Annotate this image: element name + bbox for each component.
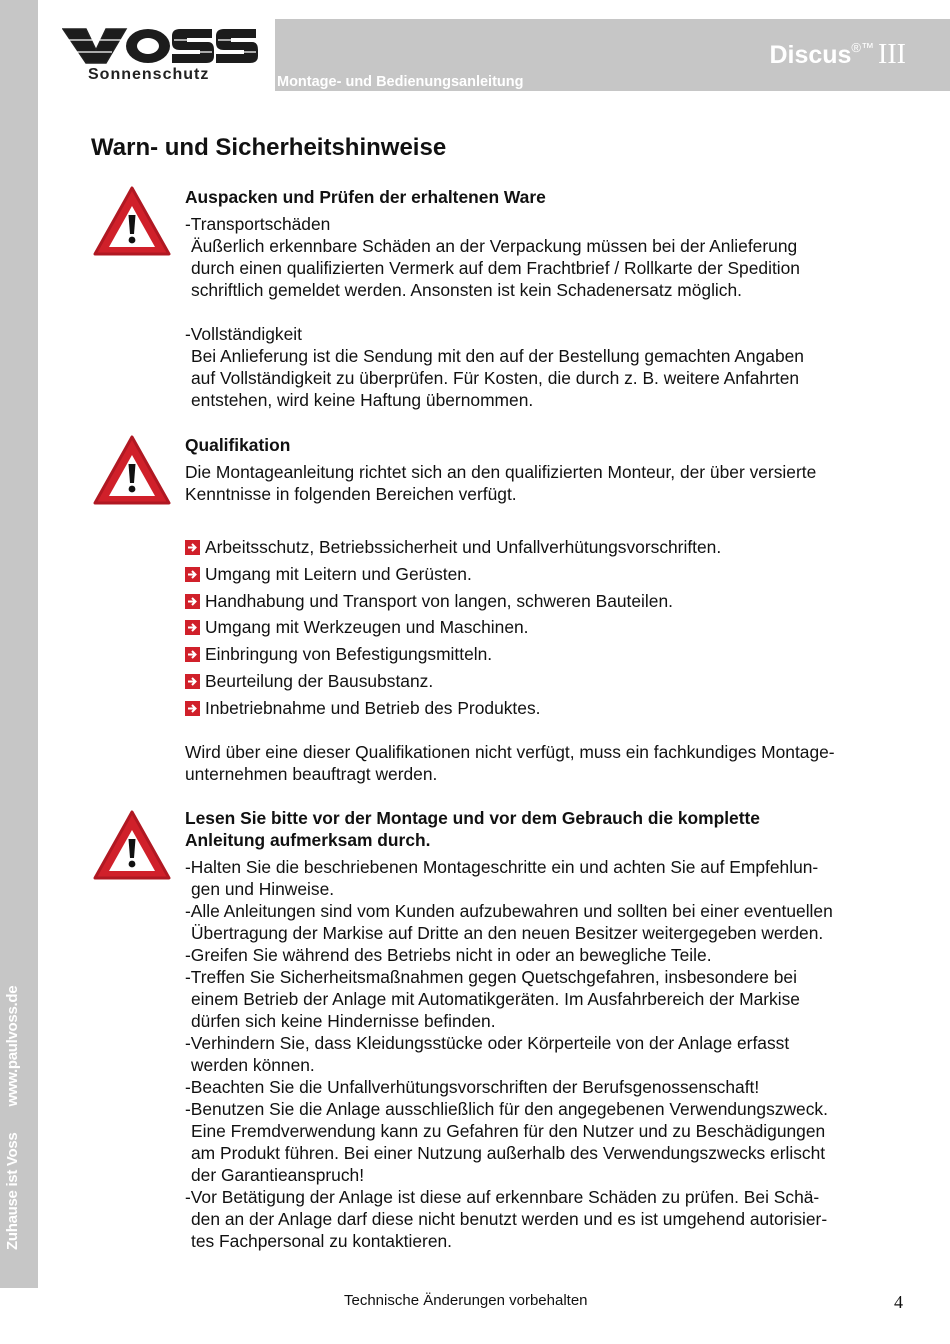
item-title: -Transportschäden bbox=[185, 214, 331, 234]
text-line: -Verhindern Sie, dass Kleidungsstücke oder Körperteile von der Anlage erfasst bbox=[185, 1033, 790, 1053]
list-item bbox=[185, 616, 915, 643]
section-heading-line: Anleitung aufmerksam durch. bbox=[185, 830, 431, 850]
list-item bbox=[185, 536, 915, 563]
text-line: -Alle Anleitungen sind vom Kunden aufzubewahren und sollten bei einer eventuellen bbox=[185, 901, 833, 921]
text-line: Wird über eine dieser Qualifikationen nicht verfügt, muss ein fachkundiges Montage- bbox=[185, 742, 835, 762]
logo-wordmark bbox=[62, 26, 258, 66]
section-heading-line: Lesen Sie bitte vor der Montage und vor dem Gebrauch die komplette bbox=[185, 808, 760, 828]
section-heading: Qualifikation bbox=[185, 435, 291, 455]
text-line: -Greifen Sie während des Betriebs nicht in oder an bewegliche Teile. bbox=[185, 945, 712, 965]
list-item-text: Umgang mit Leitern und Gerüsten. bbox=[205, 563, 472, 584]
list-item bbox=[185, 563, 915, 590]
list-item bbox=[185, 590, 915, 617]
text-line: -Halten Sie die beschriebenen Montageschritte ein und achten Sie auf Empfehlun- bbox=[185, 857, 819, 877]
text-line: -Vor Betätigung der Anlage ist diese auf erkennbare Schäden zu prüfen. Bei Schä- bbox=[185, 1187, 820, 1207]
list-item-text: Einbringung von Befestigungsmitteln. bbox=[205, 644, 493, 665]
page-number: 4 bbox=[894, 1292, 903, 1312]
logo-word-text: VOSS bbox=[62, 26, 65, 27]
header-bar bbox=[275, 19, 950, 91]
list-item bbox=[185, 697, 915, 724]
text-line: unternehmen beauftragt werden. bbox=[185, 764, 438, 784]
warning-triangle-icon bbox=[92, 184, 172, 258]
voss-logo bbox=[60, 26, 260, 86]
text-line: tes Fachpersonal zu kontaktieren. bbox=[191, 1231, 453, 1251]
qualification-list bbox=[185, 536, 915, 724]
text-line: schriftlich gemeldet werden. Ansonsten ist kein Schadenersatz möglich. bbox=[191, 280, 742, 300]
sidebar-url: www.paulvoss.de bbox=[4, 985, 21, 1107]
list-item-text: Handhabung und Transport von langen, schweren Bauteilen. bbox=[205, 590, 673, 611]
footer-note: Technische Änderungen vorbehalten bbox=[344, 1292, 588, 1309]
sidebar bbox=[0, 0, 38, 1288]
qualification-closing bbox=[185, 741, 915, 785]
list-item-text: Inbetriebnahme und Betrieb des Produktes. bbox=[205, 697, 541, 718]
text-line: den an der Anlage darf diese nicht benutzt werden und es ist umgehend autorisier- bbox=[191, 1209, 828, 1229]
list-item-text: Beurteilung der Bausubstanz. bbox=[205, 670, 434, 691]
list-item bbox=[185, 670, 915, 697]
product-model: III bbox=[878, 39, 906, 70]
red-arrow-icon bbox=[185, 540, 200, 555]
red-arrow-icon bbox=[185, 674, 200, 689]
red-arrow-icon bbox=[185, 701, 200, 716]
red-arrow-icon bbox=[185, 620, 200, 635]
header-subtitle: Montage- und Bedienungsanleitung bbox=[277, 74, 524, 90]
product-name: Discus bbox=[769, 41, 852, 69]
red-arrow-icon bbox=[185, 567, 200, 582]
text-line: Bei Anlieferung ist die Sendung mit den auf der Bestellung gemachten Angaben bbox=[191, 346, 804, 366]
text-line: Übertragung der Markise auf Dritte an den neuen Besitzer weitergegeben werden. bbox=[191, 923, 824, 943]
text-line: Kenntnisse in folgenden Bereichen verfügt. bbox=[185, 484, 517, 504]
text-line: dürfen sich keine Hindernisse befinden. bbox=[191, 1011, 496, 1031]
text-line: der Garantieanspruch! bbox=[191, 1165, 365, 1185]
warning-triangle-icon bbox=[92, 808, 172, 882]
red-arrow-icon bbox=[185, 647, 200, 662]
section-unpacking bbox=[185, 186, 915, 411]
item-title: -Vollständigkeit bbox=[185, 324, 302, 344]
section-qualification bbox=[185, 434, 915, 505]
text-line: auf Vollständigkeit zu überprüfen. Für Kosten, die durch z. B. weitere Anfahrten bbox=[191, 368, 800, 388]
section-heading: Auspacken und Prüfen der erhaltenen Ware bbox=[185, 187, 546, 207]
text-line: -Treffen Sie Sicherheitsmaßnahmen gegen Quetschgefahren, insbesondere bei bbox=[185, 967, 797, 987]
text-line: Die Montageanleitung richtet sich an den qualifizierten Monteur, der über versierte bbox=[185, 462, 817, 482]
text-line: am Produkt führen. Bei einer Nutzung außerhalb des Verwendungszwecks erlischt bbox=[191, 1143, 826, 1163]
text-line: gen und Hinweise. bbox=[191, 879, 335, 899]
header-title bbox=[769, 39, 906, 71]
text-line: -Beachten Sie die Unfallverhütungsvorschriften der Berufsgenossenschaft! bbox=[185, 1077, 760, 1097]
text-line: Äußerlich erkennbare Schäden an der Verpackung müssen bei der Anlieferung bbox=[191, 236, 798, 256]
text-line: durch einen qualifizierten Vermerk auf dem Frachtbrief / Rollkarte der Spedition bbox=[191, 258, 800, 278]
red-arrow-icon bbox=[185, 594, 200, 609]
list-item bbox=[185, 643, 915, 670]
warning-triangle-icon bbox=[92, 433, 172, 507]
section-read-instructions bbox=[185, 807, 915, 1252]
page-title: Warn- und Sicherheitshinweise bbox=[91, 134, 447, 161]
text-line: einem Betrieb der Anlage mit Automatikgeräten. Im Ausfahrbereich der Markise bbox=[191, 989, 800, 1009]
trademark: ®™ bbox=[851, 39, 875, 55]
text-line: -Benutzen Sie die Anlage ausschließlich für den angegebenen Verwendungszweck. bbox=[185, 1099, 828, 1119]
sidebar-slogan: Zuhause ist Voss bbox=[4, 1132, 21, 1250]
text-line: entstehen, wird keine Haftung übernommen. bbox=[191, 390, 534, 410]
text-line: werden können. bbox=[191, 1055, 315, 1075]
logo-subtitle: Sonnenschutz bbox=[88, 66, 210, 83]
text-line: Eine Fremdverwendung kann zu Gefahren für den Nutzer und zu Beschädigungen bbox=[191, 1121, 826, 1141]
sidebar-text bbox=[4, 950, 21, 1250]
list-item-text: Umgang mit Werkzeugen und Maschinen. bbox=[205, 617, 529, 638]
list-item-text: Arbeitsschutz, Betriebssicherheit und Unfallverhütungsvorschriften. bbox=[205, 537, 722, 557]
